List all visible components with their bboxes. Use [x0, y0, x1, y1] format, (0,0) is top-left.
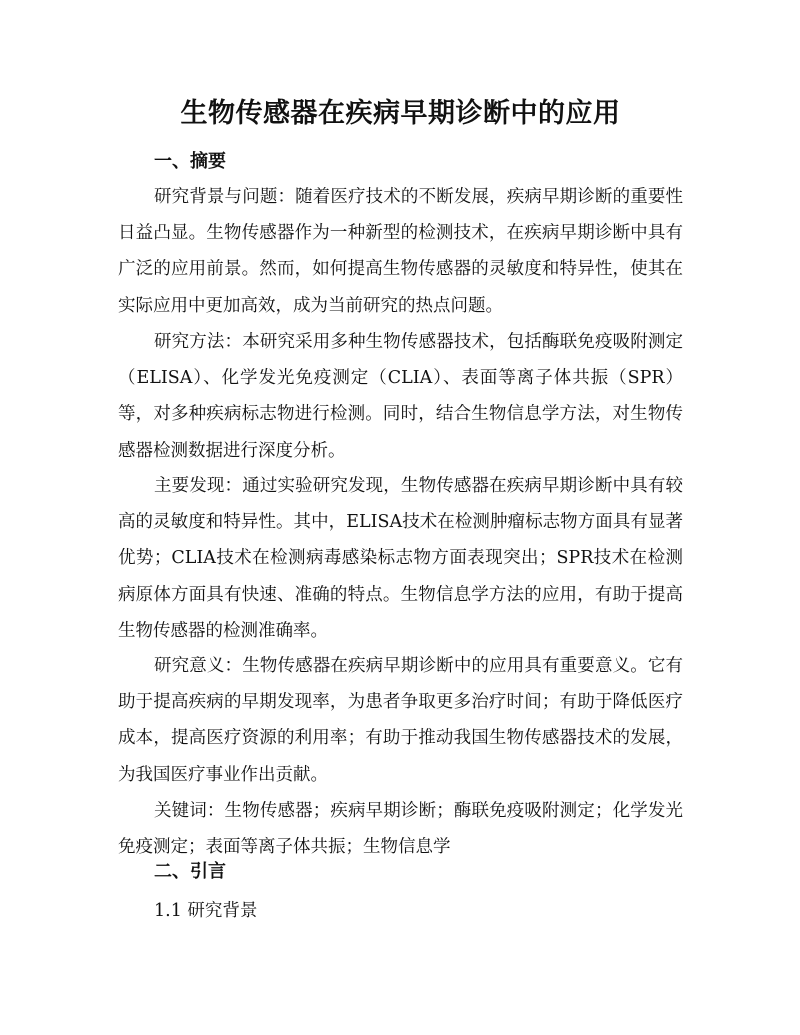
abstract-heading: 一、摘要 [154, 151, 226, 172]
abstract-findings-paragraph: 主要发现：通过实验研究发现，生物传感器在疾病早期诊断中具有较高的灵敏度和特异性。其中，ELISA技术在检测肿瘤标志物方面具有显著优势；CLIA技术在检测病毒感染标志物方面表现突出；SPR技术在检测病原体方面具有快速、准确的特点。生物信息学方法的应用，有助于提高生物传感器的检测准确率。 [118, 476, 683, 641]
document-title: 生物传感器在疾病早期诊断中的应用 [180, 98, 621, 129]
introduction-heading: 二、引言 [154, 861, 226, 882]
subsection-heading: 1.1 研究背景 [154, 901, 258, 921]
document-page [118, 0, 683, 1035]
abstract-background-paragraph: 研究背景与问题：随着医疗技术的不断发展，疾病早期诊断的重要性日益凸显。生物传感器作为一种新型的检测技术，在疾病早期诊断中具有广泛的应用前景。然而，如何提高生物传感器的灵敏度和特异性，使其在实际应用中更加高效，成为当前研究的热点问题。 [118, 187, 683, 316]
abstract-methods-paragraph: 研究方法：本研究采用多种生物传感器技术，包括酶联免疫吸附测定（ELISA）、化学发光免疫测定（CLIA）、表面等离子体共振（SPR）等，对多种疾病标志物进行检测。同时，结合生物信息学方法，对生物传感器检测数据进行深度分析。 [118, 332, 683, 461]
keywords-paragraph: 关键词：生物传感器；疾病早期诊断；酶联免疫吸附测定；化学发光免疫测定；表面等离子体共振；生物信息学 [118, 801, 683, 858]
abstract-significance-paragraph: 研究意义：生物传感器在疾病早期诊断中的应用具有重要意义。它有助于提高疾病的早期发现率，为患者争取更多治疗时间；有助于降低医疗成本，提高医疗资源的利用率；有助于推动我国生物传感器技术的发展，为我国医疗事业作出贡献。 [118, 656, 683, 785]
